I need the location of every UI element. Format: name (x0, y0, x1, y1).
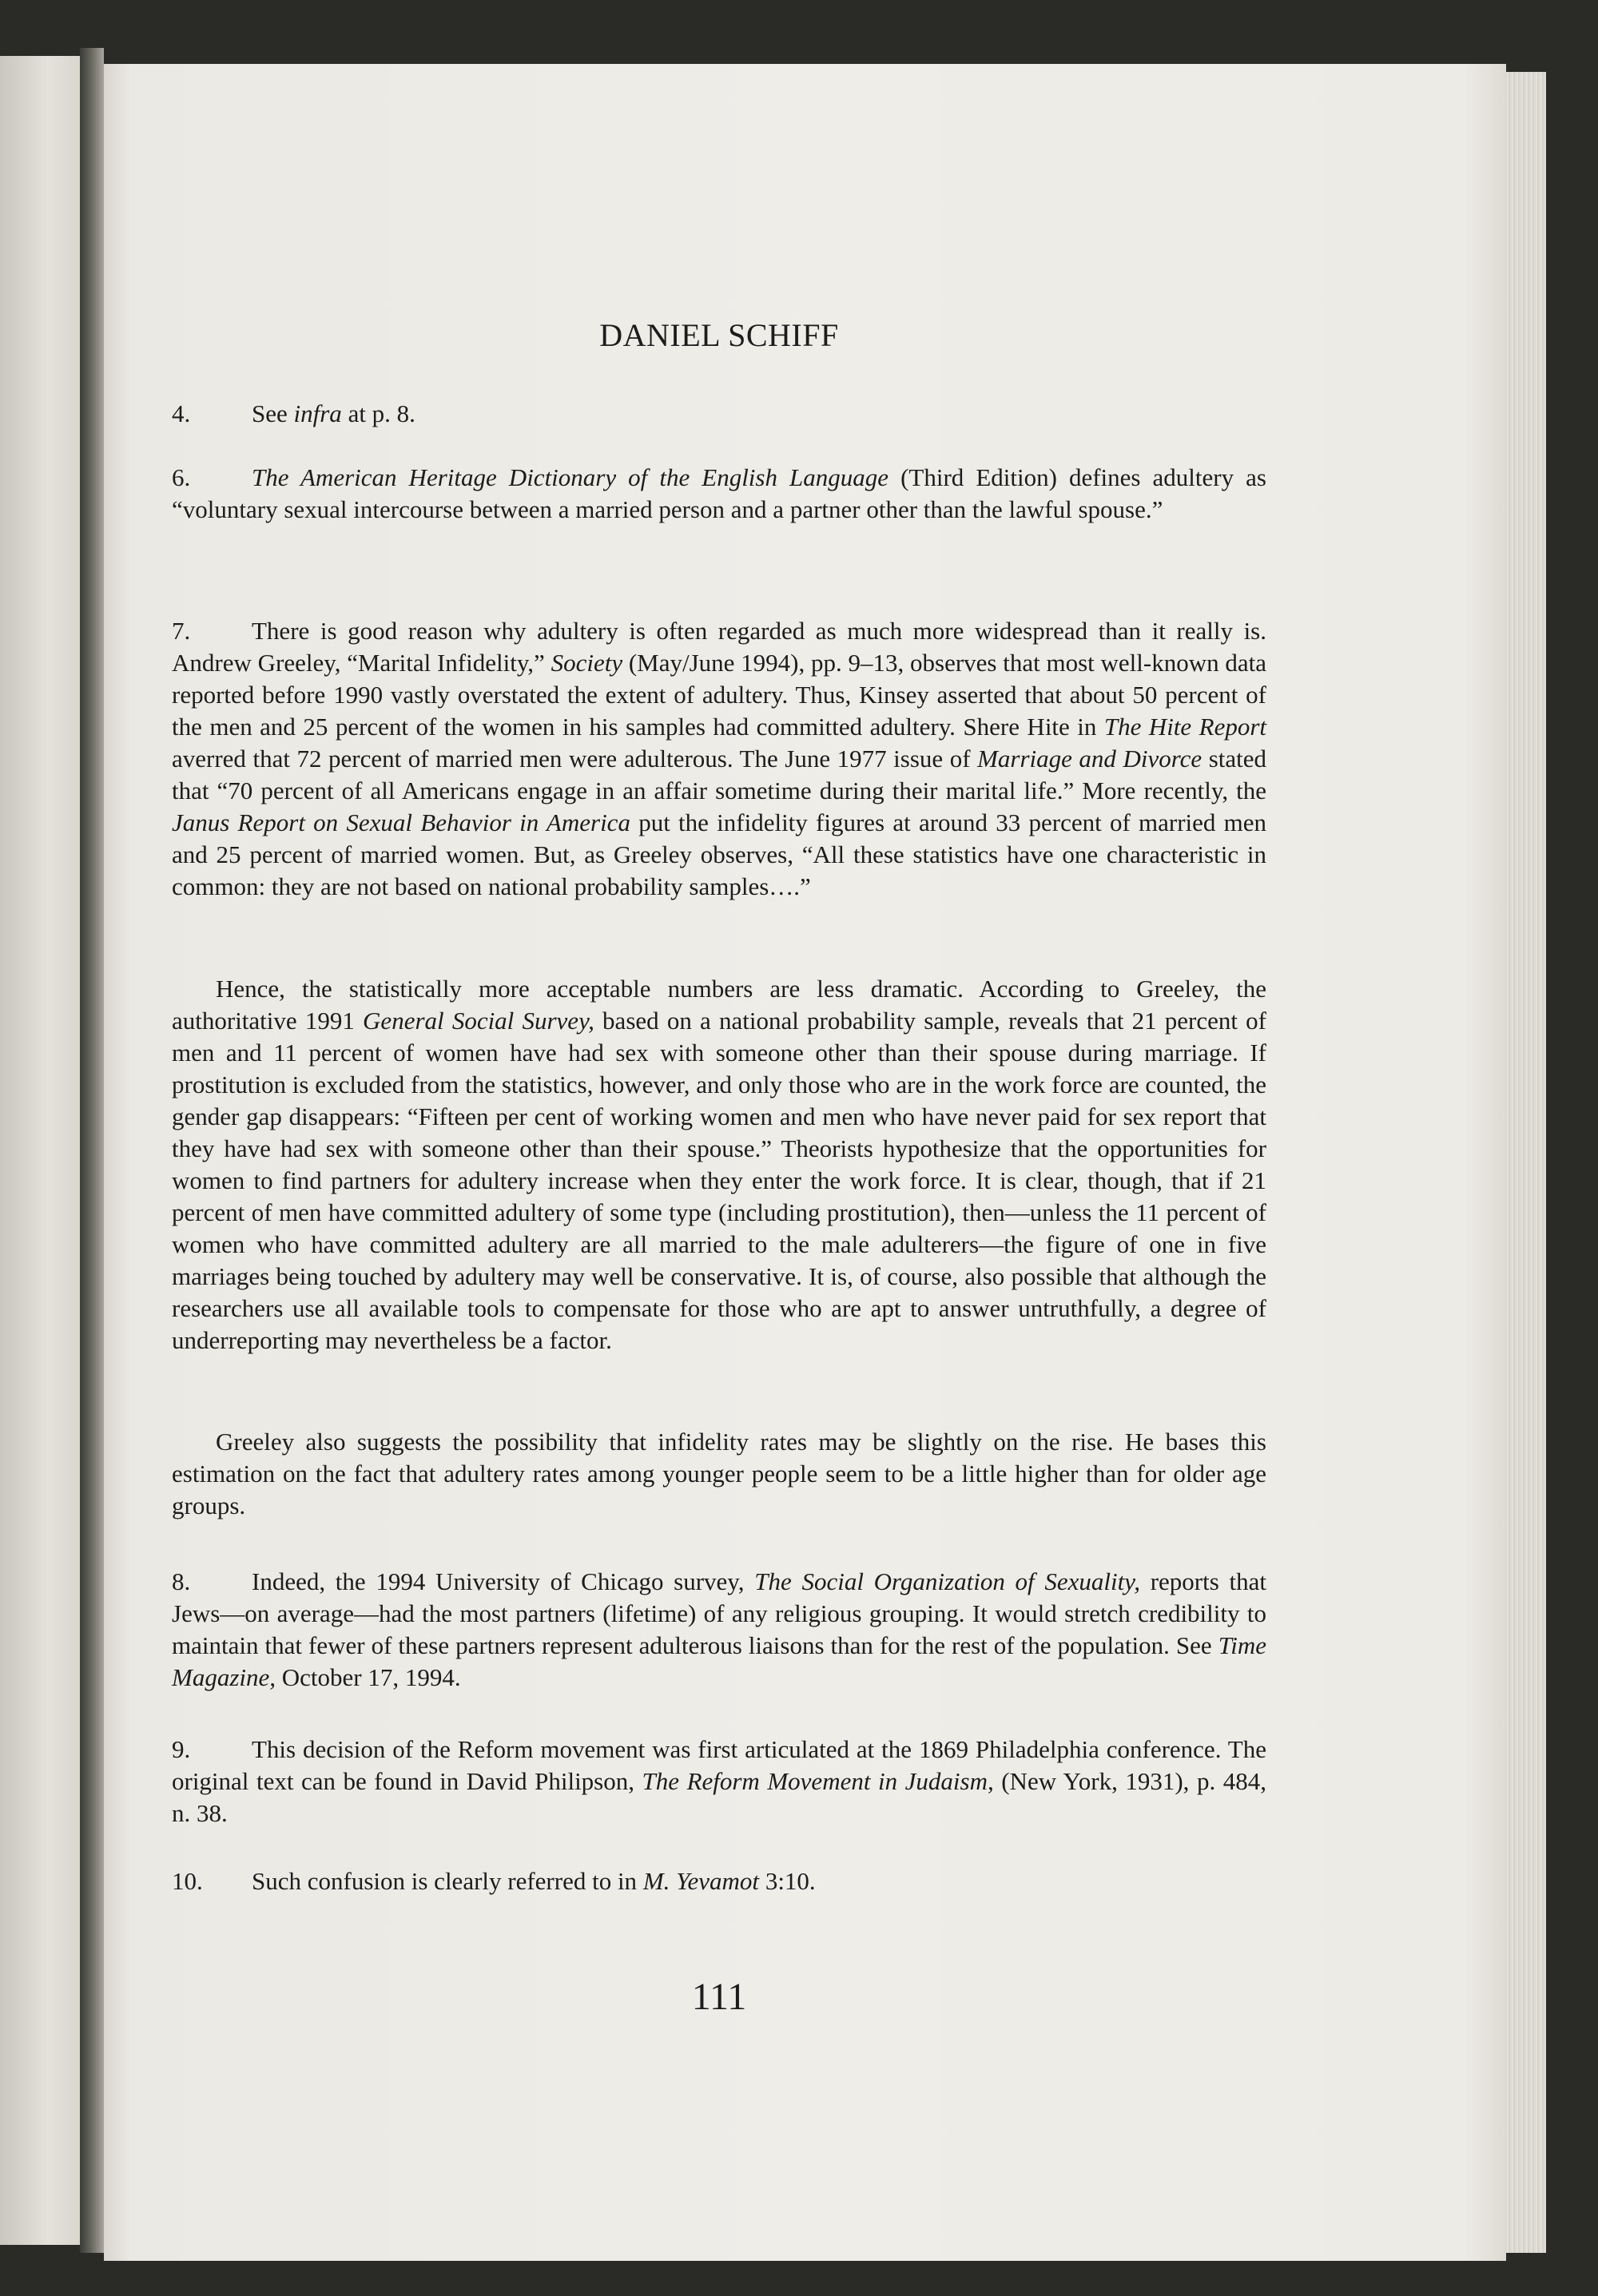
page-edges (1506, 72, 1546, 2253)
note-8: 8. Indeed, the 1994 University of Chicago survey, The Social Organization of Sexuality, reports that Jews—on average—had the most partners (lifetime) of any religious grouping. It would stretch credibility to maintain that fewer of these partners represent adulterous liaisons than for the rest of the population. See Time Magazine, October 17, 1994. (172, 1567, 1266, 1691)
note-10: 10. Such confusion is clearly referred to in M. Yevamot 3:10. (172, 1867, 816, 1895)
note-6: 6. The American Heritage Dictionary of the English Language (Third Edition) defines adultery as “voluntary sexual intercourse between a married person and a partner other than the lawful spouse.” (172, 463, 1266, 523)
note-4: 4. See infra at p. 8. (172, 399, 415, 427)
facing-page (0, 56, 80, 2245)
note-7-paragraph-3: Greeley also suggests the possibility that infidelity rates may be slightly on the rise. He bases this estimation on the fact that adultery rates among younger people seem to be a little higher than for older age groups. (172, 1428, 1266, 1519)
note-7-paragraph-2: Hence, the statistically more acceptable numbers are less dramatic. According to Greeley, the authoritative 1991 General Social Survey, based on a national probability sample, reveals that 21 percent of men and 11 percent of women have had sex with someone other than their spouse during marriage. If prostitution is excluded from the statistics, however, and only those who are in the work force are counted, the gender gap disappears: “Fifteen per cent of working women and men who have never paid for sex report that they have had sex with someone other than their spouse.” Theorists hypothesize that the opportunities for women to find partners for adultery increase when they enter the work force. It is clear, though, that if 21 percent of men have committed adultery of some type (including prostitution), then—unless the 11 percent of women who have committed adultery are all married to the male adulterers—the figure of one in five marriages being touched by adultery may well be conservative. It is, of course, also possible that although the researchers use all available tools to compensate for those who are apt to answer untruthfully, a degree of underreporting may nevertheless be a factor. (172, 975, 1267, 1354)
page-number: 111 (691, 1976, 747, 2018)
note-7: 7. There is good reason why adultery is often regarded as much more widespread than it really is. Andrew Greeley, “Marital Infidelity,” Society (May/June 1994), pp. 9–13, observes that most well-known data reported before 1990 vastly overstated the extent of adultery. Thus, Kinsey asserted that about 50 percent of the men and 25 percent of the women in his samples had committed adultery. Shere Hite in The Hite Report averred that 72 percent of married men were adulterous. The June 1977 issue of Marriage and Divorce stated that “70 percent of all Americans engage in an affair sometime during their marital life.” More recently, the Janus Report on Sexual Behavior in America put the infidelity figures at around 33 percent of married men and 25 percent of married women. But, as Greeley observes, “All these statistics have one characteristic in common: they are not based on national probability samples….” (172, 617, 1267, 900)
book-gutter (80, 48, 104, 2253)
running-head: DANIEL SCHIFF (599, 317, 839, 353)
note-9: 9. This decision of the Reform movement was first articulated at the 1869 Philadelphia conference. The original text can be found in David Philipson, The Reform Movement in Judaism, (New York, 1931), p. 484, n. 38. (172, 1735, 1266, 1827)
